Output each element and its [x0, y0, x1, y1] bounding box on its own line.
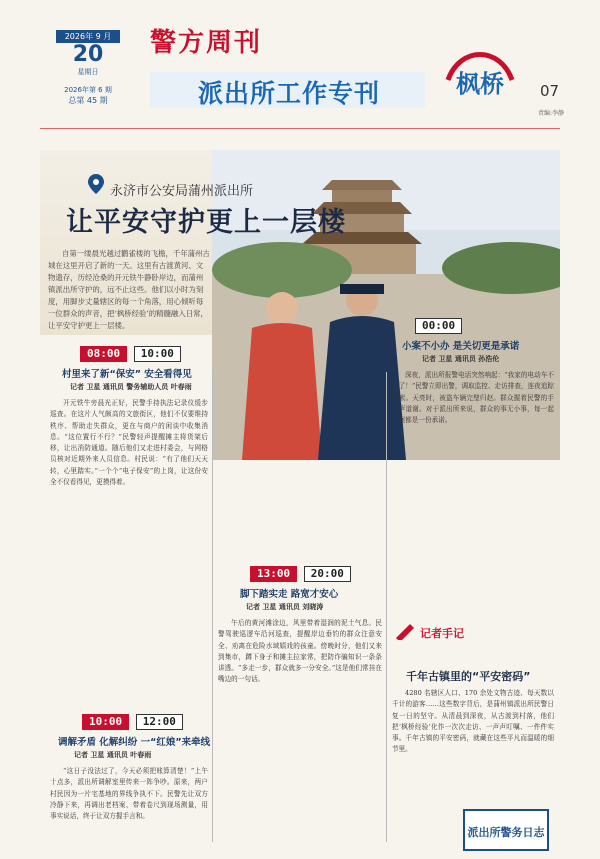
issue-number: 2026年第 6 期 — [64, 86, 112, 94]
masthead — [0, 0, 600, 118]
column-divider — [212, 372, 213, 842]
station-name: 永济市公安局蒲州派出所 — [110, 184, 254, 199]
brand-title: 警方周刊 — [150, 28, 263, 58]
time-start: 10:00 — [82, 714, 129, 730]
total-issue: 总第 45 期 — [68, 96, 108, 105]
time-tag — [80, 346, 181, 362]
section-title: 脚下踏实走 路宽才安心 — [240, 589, 339, 600]
section-body — [50, 766, 208, 852]
time-end: 20:00 — [304, 566, 351, 582]
time-tag — [415, 318, 462, 334]
section-title: 调解矛盾 化解纠纷 一“红娘”来牵线 — [58, 737, 211, 748]
headline: 让平安守护更上一层楼 — [66, 207, 346, 238]
seal-text: 派出所警务日志 — [467, 826, 545, 839]
intro-text: 自第一缕晨光越过鹳雀楼的飞檐，千年蒲州古城在这里开启了新的一天。这里有古渡黄河、文物遗存，历经沧桑的开元铁牛静卧岸边，而蒲州镇派出所守护的，远不止这些。他们以小时为刻度，用脚步丈量辖区的每一个角落，用心倾听每一位群众的声音，把‘枫桥经验’的精髓融入日常，让平安守护更上一层楼。 — [48, 249, 210, 330]
top-rule — [40, 128, 560, 129]
special-title: 派出所工作专刊 — [198, 79, 381, 108]
location-pin-icon — [88, 174, 104, 194]
byline: 记者 卫星 通讯员 孙浩伦 — [422, 355, 500, 363]
time-end: 00:00 — [415, 318, 462, 334]
day-number: 20 — [72, 42, 104, 67]
weekday: 星期日 — [77, 68, 99, 76]
time-end: 10:00 — [134, 346, 181, 362]
column-divider — [386, 372, 387, 842]
byline: 记者 卫星 通讯员 警务辅助人员 叶春雨 — [70, 383, 192, 391]
byline: 记者 卫星 通讯员 刘晓涛 — [246, 603, 324, 611]
time-tag — [82, 714, 183, 730]
section-title: 小案不小办 是关切更是承诺 — [402, 341, 520, 352]
section-title: 村里来了新“保安” 安全看得见 — [62, 369, 192, 380]
pen-icon — [394, 622, 416, 640]
year-month: 2026年 9 月 — [56, 30, 120, 43]
section-body — [50, 398, 208, 698]
paragraph: 深夜，派出所报警电话突然响起：“我家的电动车不见了！”民警立即出警，调取监控、走访排查，连夜追踪线索。天亮时，被盗车辆完璧归赵。群众握着民警的手连声道谢。对于派出所来说，群众的事无小事，每一起小案都是一份承诺。 — [392, 371, 554, 425]
note-title: 千年古镇里的“平安密码” — [406, 670, 531, 683]
time-start: 08:00 — [80, 346, 127, 362]
time-tag — [250, 566, 351, 582]
special-banner — [150, 72, 425, 108]
paragraph: 午后的黄河滩涂边，风里带着湿润的泥土气息。民警驾驶巡逻车沿河巡查，提醒岸边垂钓的群众注意安全、劝离在危险水域嬉戏的孩童。傍晚时分，他们又来到集市，蹲下身子和摊主拉家常，把防诈骗知识一条条讲透。“多走一步，群众就多一分安全。”这是他们常挂在嘴边的一句话。 — [218, 619, 382, 684]
fengqiao-logo — [440, 38, 520, 124]
editor-credit: 责编:李静 — [538, 110, 565, 117]
time-end: 12:00 — [136, 714, 183, 730]
paragraph: 开元铁牛旁晨光正好，民警手持执法记录仪缓步巡查。在这片人气颇高的文旅街区，他们不仅要维持秩序、帮助走失群众，更在与商户的闲谈中收集消息。“这位置行不行？”民警轻声提醒摊主将货架后移，让出消防通道。随后他们又走进村委会，与网格员核对近期外来人员信息。村民说：“有了他们天天转，心里踏实。”一个个“电子保安”的上岗，让这份安全不仅看得见，更摸得着。 — [50, 399, 208, 487]
page-number: 07 — [540, 82, 560, 100]
paragraph: 4280 名辖区人口、170 余处文物古迹、每天数以千计的游客……这些数字背后，是蒲州镇派出所民警日复一日的坚守。从清晨到深夜，从古渡到村落，他们把‘枫桥经验’化作一次次走访、一声声叮嘱、一件件实事。千年古镇的平安密码，就藏在这些平凡而温暖的细节里。 — [392, 689, 554, 754]
section-body — [392, 370, 554, 608]
note-body — [392, 688, 554, 804]
byline: 记者 卫星 通讯员 叶春雨 — [74, 751, 152, 759]
diary-seal — [462, 808, 550, 852]
paragraph: “这日子没法过了，今天必须把账算清楚！”上午十点多，派出所调解室里传来一阵争吵。原来，两户村民因为一片宅基地的界线争执不下。民警先让双方冷静下来，再调出老档案、带着卷尺到现场测量，用事实说话，终于让双方握手言和。 — [50, 767, 208, 821]
section-body — [218, 618, 382, 850]
note-label: 记者手记 — [420, 627, 464, 640]
logo-text: 枫桥 — [456, 70, 504, 98]
date-box — [56, 30, 120, 110]
time-start: 13:00 — [250, 566, 297, 582]
